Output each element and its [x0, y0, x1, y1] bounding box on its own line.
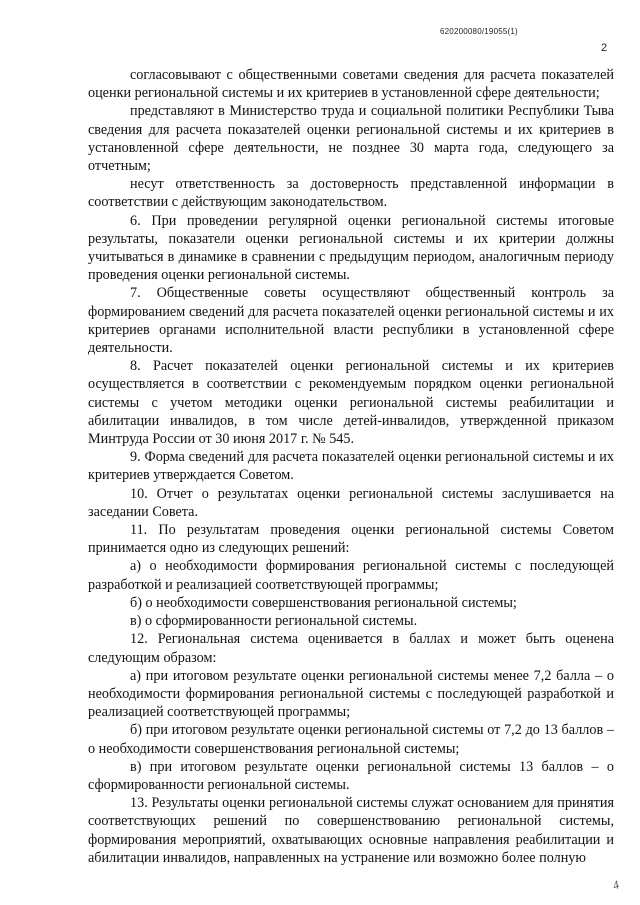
page-number: 2 [601, 42, 608, 54]
document-body [88, 66, 614, 867]
paragraph-9: 11. По результатам проведения оценки региональной системы Советом принимается одно из следующих решений: [88, 522, 614, 557]
paragraph-13: 12. Региональная система оценивается в баллах и может быть оценена следующим образом: [88, 631, 614, 666]
handwritten-mark: 4 [610, 877, 622, 893]
paragraph-14: а) при итоговом результате оценки региональной системы менее 7,2 балла – о необходимости формирования региональной системы с последующей разработкой и реализацией соответствующей программы; [88, 667, 614, 721]
paragraph-17: 13. Результаты оценки региональной системы служат основанием для принятия соответствующих решений по совершенствованию региональной системы, формирования мероприятий, охватывающих основные направления реабилитации и абилитации инвалидов, направленных на устранение или возможно более полную [88, 795, 614, 866]
paragraph-5: 7. Общественные советы осуществляют общественный контроль за формированием сведений для расчета показателей оценки региональной системы и их критериев органами исполнительной власти республики в установленной сфере деятельности. [88, 285, 614, 357]
paragraph-11: б) о необходимости совершенствования региональной системы; [130, 594, 517, 611]
paragraph-16: в) при итоговом результате оценки региональной системы 13 баллов – о сформированности региональной системы. [88, 758, 614, 793]
paragraph-8: 10. Отчет о результатах оценки региональной системы заслушивается на заседании Совета. [88, 485, 614, 520]
document-id: 620200080/19055(1) [440, 27, 518, 36]
paragraph-15: б) при итоговом результате оценки региональной системы от 7,2 до 13 баллов – о необходимости совершенствования региональной системы; [88, 722, 614, 757]
paragraph-2: представляют в Министерство труда и социальной политики Республики Тыва сведения для расчета показателей оценки региональной системы и их критериев в установленной сфере деятельности, не позднее 30 марта года, следующего за отчетным; [88, 103, 614, 175]
paragraph-3: несут ответственность за достоверность представленной информации в соответствии с действующим законодательством. [88, 176, 614, 211]
paragraph-12: в) о сформированности региональной системы. [130, 613, 418, 630]
paragraph-1: согласовывают с общественными советами сведения для расчета показателей оценки региональной системы и их критериев в установленной сфере деятельности; [88, 67, 614, 102]
paragraph-6: 8. Расчет показателей оценки региональной системы и их критериев осуществляется в соответствии с рекомендуемым порядком оценки региональной системы с учетом методики оценки региональной системы реабилитации и абилитации инвалидов, в том числе детей-инвалидов, утвержденной приказом Минтруда России от 30 июня 2017 г. № 545. [88, 358, 614, 448]
paragraph-7: 9. Форма сведений для расчета показателей оценки региональной системы и их критериев утверждается Советом. [88, 449, 614, 484]
paragraph-10: а) о необходимости формирования региональной системы с последующей разработкой и реализацией соответствующей программы; [88, 558, 614, 593]
paragraph-4: 6. При проведении регулярной оценки региональной системы итоговые результаты, показатели оценки региональной системы и их критерии должны учитываться в динамике в сравнении с предыдущим периодом, аналогичным периоду проведения оценки региональной системы. [88, 212, 614, 284]
